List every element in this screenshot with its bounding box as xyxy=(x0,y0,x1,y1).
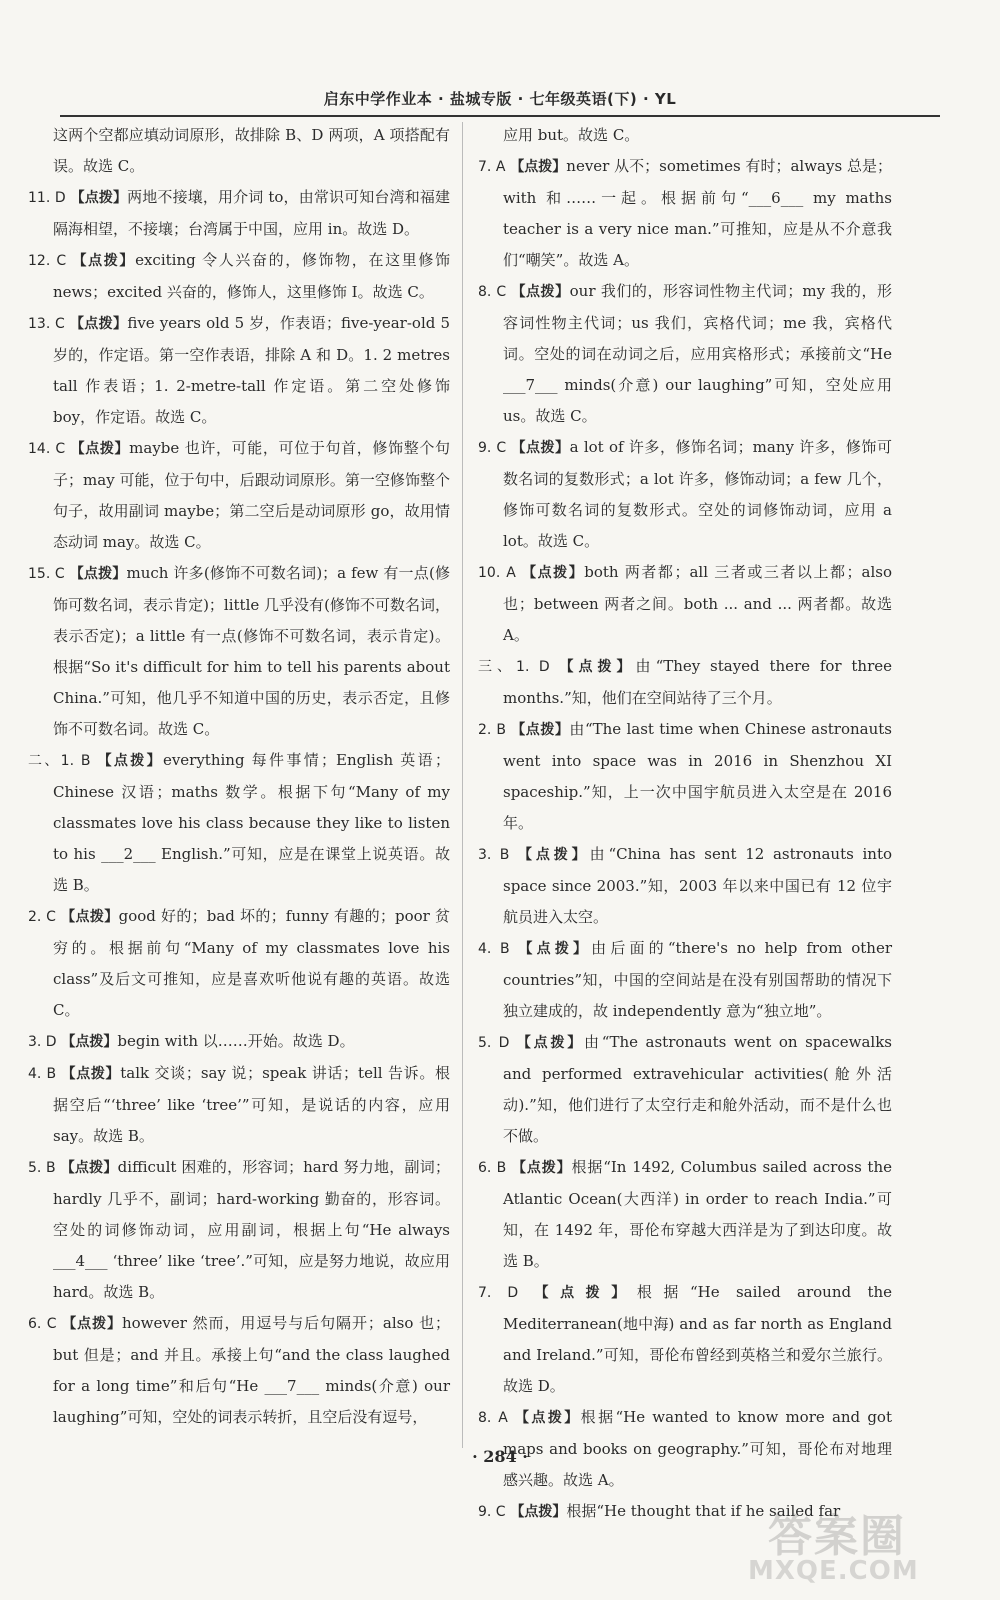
answer-continuation: 这两个空都应填动词原形，故排除 B、D 两项，A 项搭配有误。故选 C。 xyxy=(53,126,450,175)
answer-number: 三、1. D xyxy=(478,659,550,675)
answer-explanation: begin with 以……开始。故选 D。 xyxy=(117,1032,355,1050)
hint-label: 【点拨】 xyxy=(61,1066,121,1082)
answer-item xyxy=(478,151,892,276)
hint-label: 【点拨】 xyxy=(70,441,130,457)
answer-item xyxy=(478,557,892,651)
section-answer-item xyxy=(28,745,450,901)
hint-label: 【点拨】 xyxy=(559,659,636,675)
answer-number: 7. D xyxy=(478,1285,519,1301)
answer-item xyxy=(478,276,892,432)
answer-item xyxy=(28,1308,450,1433)
answer-number: 2. C xyxy=(28,909,56,925)
answer-item xyxy=(478,432,892,557)
answer-item xyxy=(478,933,892,1027)
hint-label: 【点拨】 xyxy=(511,722,570,738)
column-divider xyxy=(462,122,463,1448)
hint-label: 【点拨】 xyxy=(72,253,136,269)
answer-explanation: never 从不；sometimes 有时；always 总是；with 和……一起。根据前句“___6___ my maths teacher is a very nice man.”可推知，应是从不介意我们“嘲笑”。故选 A。 xyxy=(503,157,892,269)
answer-explanation: however 然而，用逗号与后句隔开；also 也；but 但是；and 并且。承接上句“and the class laughed for a long time”和后句“He ___7___ minds(介意) our laughing”可知，空处的词表示转折，且空后没有逗号， xyxy=(53,1314,451,1426)
answer-number: 5. D xyxy=(478,1035,510,1051)
answer-item xyxy=(28,1026,450,1058)
answer-explanation: maybe 也许，可能，可位于句首，修饰整个句子；may 可能，位于句中，后跟动词原形。第一空修饰整个句子，故用副词 maybe；第二空后是动词原形 go，故用情态动词 may。故选 C。 xyxy=(53,439,451,551)
answer-number: 10. A xyxy=(478,565,516,581)
answer-explanation: good 好的；bad 坏的；funny 有趣的；poor 贫穷的。根据前句“Many of my classmates love his class”及后文可推知，应是喜欢听他说有趣的英语。故选 C。 xyxy=(53,907,450,1019)
answer-continuation: 应用 but。故选 C。 xyxy=(503,126,640,144)
hint-label: 【点拨】 xyxy=(97,753,163,769)
answer-explanation: 由“They stayed there for three months.”知，他们在空间站待了三个月。 xyxy=(503,657,893,707)
answer-number: 5. B xyxy=(28,1160,56,1176)
watermark-logo xyxy=(738,1500,978,1590)
answer-number: 15. C xyxy=(28,566,65,582)
hint-label: 【点拨】 xyxy=(510,1504,567,1520)
answer-item xyxy=(28,245,450,308)
hint-label: 【点拨】 xyxy=(69,316,128,332)
answer-explanation: 由后面的“there's no help from other countries”知，中国的空间站是在没有别国帮助的情况下独立建成的，故 independently 意为“独立地”。 xyxy=(503,939,893,1020)
answer-number: 6. B xyxy=(478,1160,507,1176)
answer-explanation: exciting 令人兴奋的，修饰物，在这里修饰 news；excited 兴奋的，修饰人，这里修饰 I。故选 C。 xyxy=(53,251,450,301)
answer-item xyxy=(28,308,450,433)
running-header: 启东中学作业本 · 盐城专版 · 七年级英语(下) · YL xyxy=(323,90,677,108)
hint-label: 【点拨】 xyxy=(69,566,127,582)
answer-item xyxy=(28,182,450,245)
hint-label: 【点拨】 xyxy=(516,1035,584,1051)
answer-explanation: 根据“In 1492, Columbus sailed across the Atlantic Ocean(大西洋) in order to reach India.”可知，在 1492 年，哥伦布穿越大西洋是为了到达印度。故选 B。 xyxy=(503,1158,892,1270)
answer-item xyxy=(28,1058,450,1152)
hint-label: 【点拨】 xyxy=(61,1034,118,1050)
answer-item xyxy=(478,839,892,933)
answer-number: 11. D xyxy=(28,190,66,206)
answer-explanation: 两地不接壤，用介词 to，由常识可知台湾和福建隔海相望，不接壤；台湾属于中国，应用 in。故选 D。 xyxy=(53,188,450,238)
answer-number: 7. A xyxy=(478,159,506,175)
hint-label: 【点拨】 xyxy=(61,909,119,925)
answer-explanation: 根据“He thought that if he sailed far xyxy=(566,1502,841,1520)
page-number: · 284 · xyxy=(472,1447,528,1466)
hint-label: 【点拨】 xyxy=(510,159,567,175)
answer-item xyxy=(28,1152,450,1308)
answer-number: 9. C xyxy=(478,440,507,456)
answer-explanation: a lot of 许多，修饰名词；many 许多，修饰可数名词的复数形式；a lot 许多，修饰动词；a few 几个，修饰可数名词的复数形式。空处的词修饰动词，应用 a lot。故选 C。 xyxy=(503,438,892,550)
hint-label: 【点拨】 xyxy=(511,1160,572,1176)
answer-item xyxy=(28,901,450,1026)
hint-label: 【点拨】 xyxy=(534,1285,637,1301)
answer-item xyxy=(478,1277,892,1402)
hint-label: 【点拨】 xyxy=(70,190,128,206)
right-column xyxy=(478,120,892,1528)
answer-number: 4. B xyxy=(478,941,510,957)
answer-item xyxy=(478,714,892,839)
hint-label: 【点拨】 xyxy=(517,847,590,863)
answer-number: 3. D xyxy=(28,1034,57,1050)
answer-explanation: 根据“He wanted to know more and got maps and books on geography.”可知，哥伦布对地理感兴趣。故选 A。 xyxy=(503,1408,892,1489)
answer-explanation: much 许多(修饰不可数名词)；a few 有一点(修饰可数名词，表示肯定)；little 几乎没有(修饰不可数名词，表示否定)；a little 有一点(修饰不可数名词，表示肯定)。根据“So it's difficult for him to tell his parents about China.”可知，他几乎不知道中国的历史，表示否定，且修饰不可数名词。故选 C。 xyxy=(53,564,450,738)
answer-explanation: 由“China has sent 12 astronauts into space since 2003.”知，2003 年以来中国已有 12 位宇航员进入太空。 xyxy=(503,845,892,926)
header-rule xyxy=(60,115,940,117)
answer-number: 14. C xyxy=(28,441,66,457)
hint-label: 【点拨】 xyxy=(62,1316,122,1332)
watermark-text-cn: 答案圈 xyxy=(768,1511,906,1562)
answer-explanation: our 我们的，形容词性物主代词；my 我的，形容词性物主代词；us 我们，宾格代词；me 我，宾格代词。空处的词在动词之后，应用宾格形式；承接前文“He ___7___ minds(介意) our laughing”可知，空处应用 us。故选 C。 xyxy=(503,282,892,425)
answer-item xyxy=(28,433,450,558)
answer-number: 二、1. B xyxy=(28,753,91,769)
answer-explanation: difficult 困难的，形容词；hard 努力地，副词；hardly 几乎不，副词；hard-working 勤奋的，形容词。空处的词修饰动词，应用副词，根据上句“He always ___4___ ‘three’ like ‘tree’.”可知，应是努力地说，故应用 hard。故选 B。 xyxy=(53,1158,450,1301)
answer-explanation: 根据“He sailed around the Mediterranean(地中海) and as far north as England and Ireland.”可知，哥伦布曾经到英格兰和爱尔兰旅行。故选 D。 xyxy=(503,1283,893,1395)
answer-explanation: 由“The astronauts went on spacewalks and performed extravehicular activities(舱外活动).”知，他们进行了太空行走和舱外活动，而不是什么也不做。 xyxy=(503,1033,892,1145)
hint-label: 【点拨】 xyxy=(511,284,570,300)
answer-number: 9. C xyxy=(478,1504,506,1520)
answer-explanation: 由“The last time when Chinese astronauts went into space was in 2016 in Shenzhou XI spaceship.”知，上一次中国宇航员进入太空是在 2016 年。 xyxy=(503,720,892,832)
answer-explanation: talk 交谈；say 说；speak 讲话；tell 告诉。根据空后“‘three’ like ‘tree’”可知，是说话的内容，应用 say。故选 B。 xyxy=(53,1064,450,1145)
answer-item xyxy=(28,558,450,745)
answer-explanation: everything 每件事情；English 英语；Chinese 汉语；maths 数学。根据下句“Many of my classmates love his class because they like to listen to his ___2___ English.”可知，应是在课堂上说英语。故选 B。 xyxy=(53,751,450,894)
left-column xyxy=(28,120,450,1433)
section-answer-item xyxy=(478,651,892,714)
hint-label: 【点拨】 xyxy=(511,440,570,456)
answer-explanation: both 两者都；all 三者或三者以上都；also 也；between 两者之间。both ... and ... 两者都。故选 A。 xyxy=(503,563,892,644)
answer-item xyxy=(478,1027,892,1152)
answer-item xyxy=(478,1152,892,1277)
answer-number: 13. C xyxy=(28,316,65,332)
answer-number: 2. B xyxy=(478,722,506,738)
hint-label: 【点拨】 xyxy=(60,1160,118,1176)
hint-label: 【点拨】 xyxy=(518,941,592,957)
answer-explanation: five years old 5 岁，作表语；five-year-old 5 岁的，作定语。第一空作表语，排除 A 和 D。1. 2 metres tall 作表语；1. 2-metre-tall 作定语。第二空处修饰 boy，作定语。故选 C。 xyxy=(53,314,450,426)
hint-label: 【点拨】 xyxy=(522,565,585,581)
answer-number: 8. C xyxy=(478,284,507,300)
answer-number: 12. C xyxy=(28,253,67,269)
answer-number: 3. B xyxy=(478,847,510,863)
hint-label: 【点拨】 xyxy=(515,1410,581,1426)
answer-number: 6. C xyxy=(28,1316,57,1332)
answer-number: 4. B xyxy=(28,1066,57,1082)
watermark-text-en: MXQE.COM xyxy=(748,1556,919,1586)
answer-number: 8. A xyxy=(478,1410,508,1426)
